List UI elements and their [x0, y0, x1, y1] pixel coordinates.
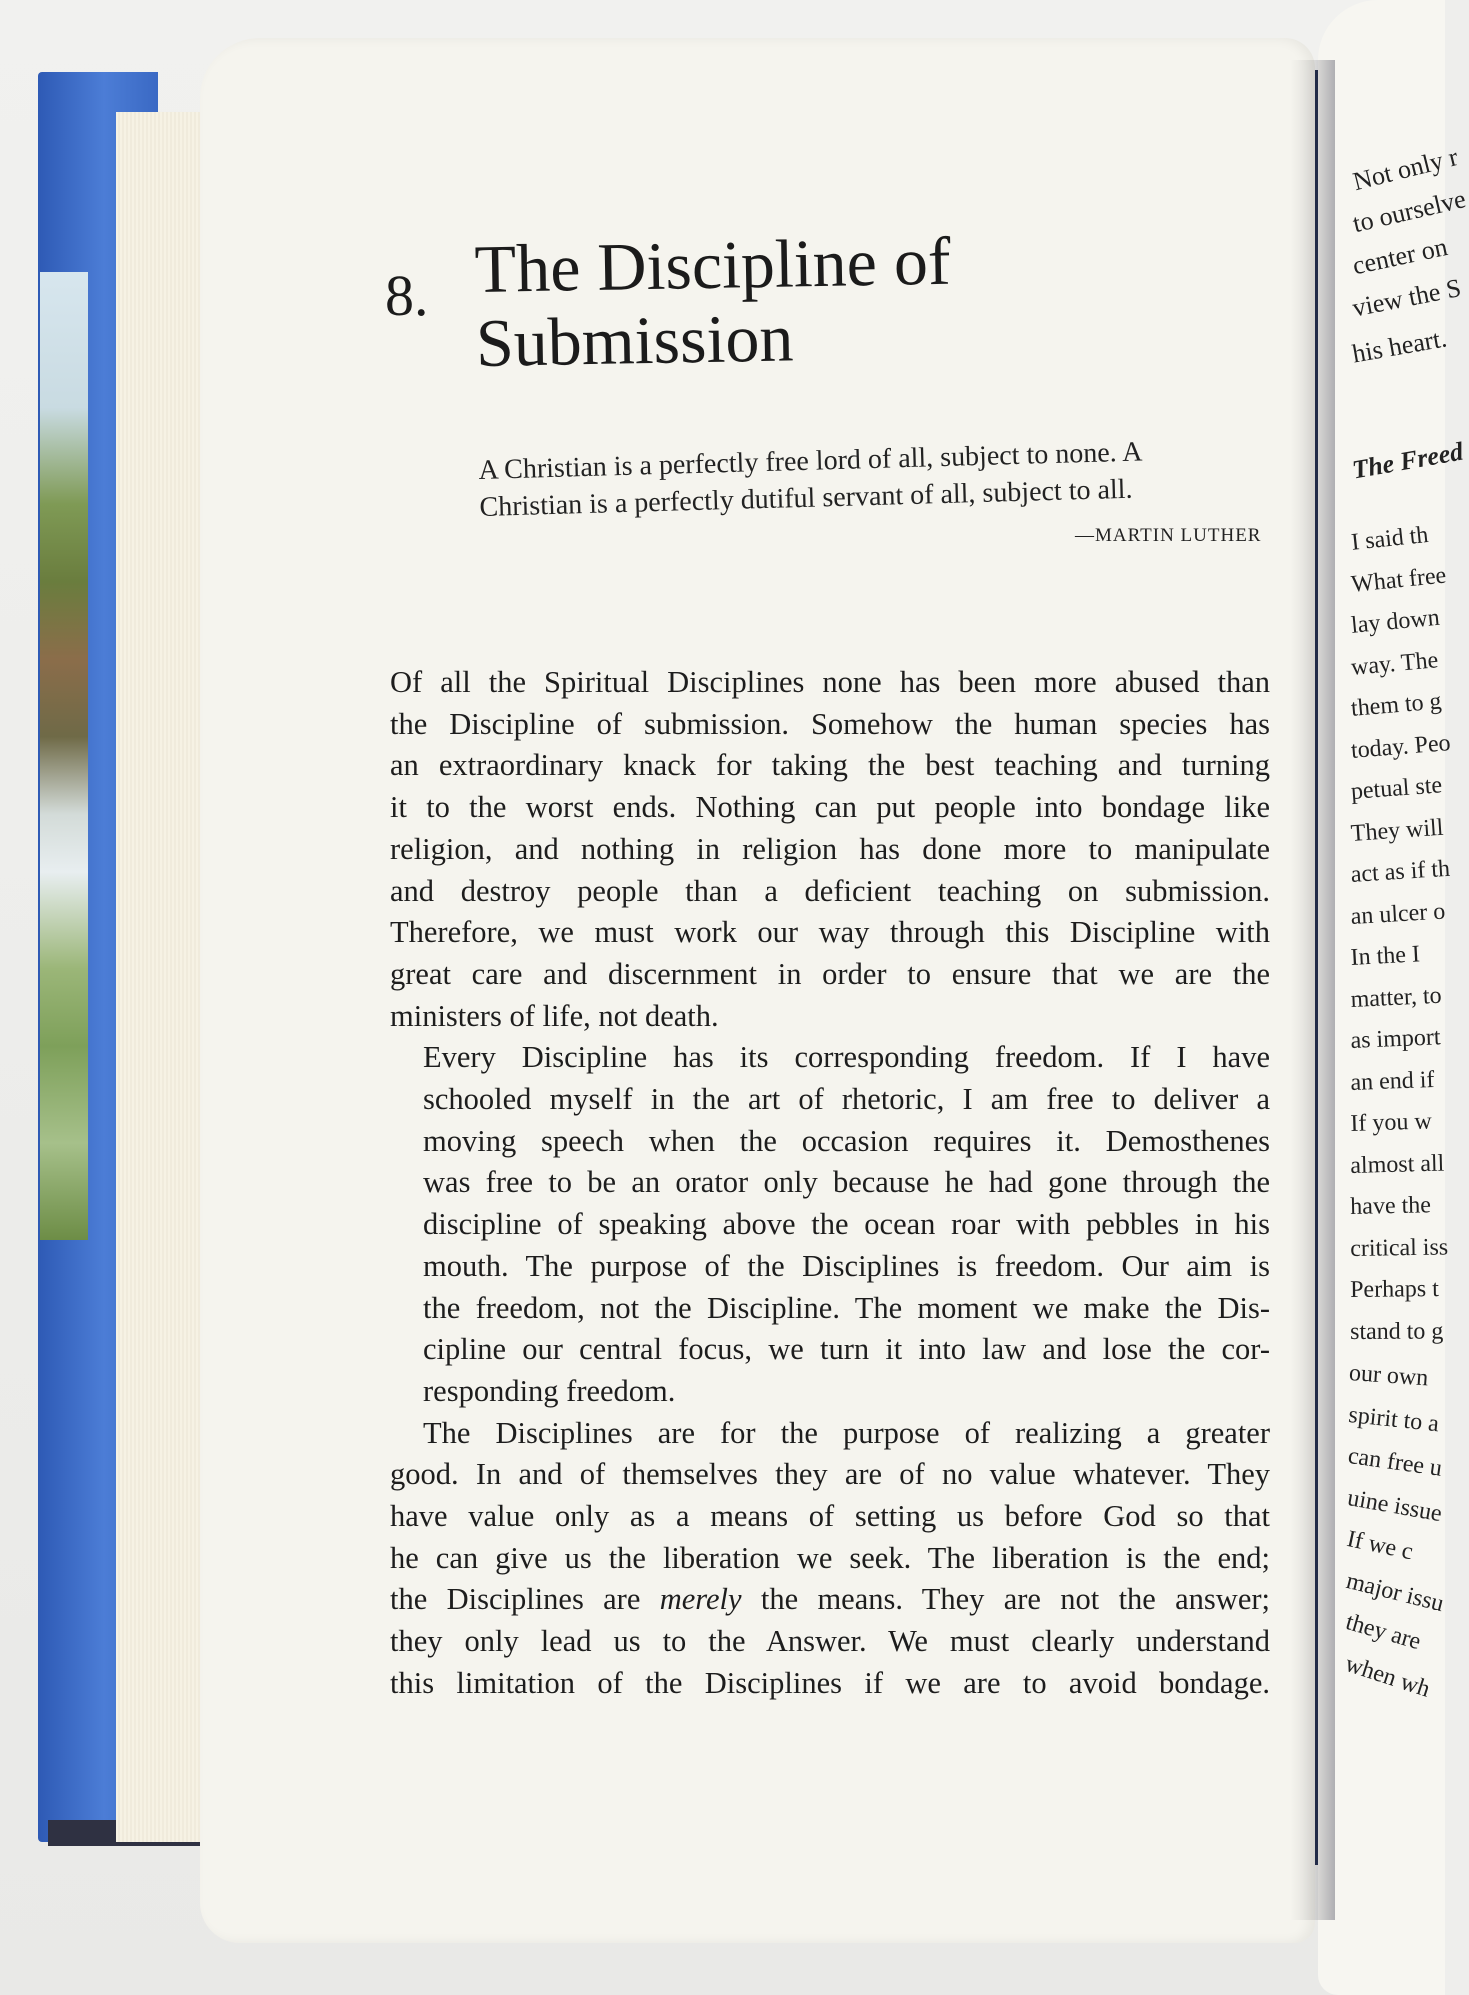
- right-page-line: an ulcer o: [1350, 898, 1446, 930]
- body-line: have value only as a means of setting us before God so that: [390, 1499, 1270, 1534]
- right-page-line: matter, to: [1350, 982, 1443, 1013]
- epigraph-line-1: A Christian is a perfectly free lord of all, subject to none. A: [478, 436, 1143, 486]
- body-line: this limitation of the Disciplines if we are to avoid bondage.: [390, 1665, 1270, 1700]
- body-line: The Disciplines are for the purpose of realizing a greater: [423, 1415, 1270, 1450]
- right-page-line: In the I: [1350, 941, 1421, 971]
- right-page-line: as import: [1350, 1024, 1442, 1054]
- body-line: they only lead us to the Answer. We must clearly understand: [390, 1624, 1270, 1659]
- body-line: the Discipline of submission. Somehow the human species has: [390, 706, 1270, 741]
- paragraph-3: [390, 1413, 1270, 1705]
- right-page-line: act as if th: [1350, 855, 1451, 888]
- body-line: responding freedom.: [423, 1373, 676, 1408]
- right-page-line: critical iss: [1350, 1233, 1449, 1262]
- right-page-line: What free: [1350, 562, 1448, 598]
- right-page-heading: The Freed: [1350, 436, 1466, 485]
- emphasis-merely: merely: [659, 1582, 742, 1617]
- body-line: religion, and nothing in religion has done more to manipulate: [390, 831, 1270, 866]
- epigraph-attribution: —MARTIN LUTHER: [1075, 525, 1262, 546]
- body-text-run: the means. They are not the answer;: [741, 1582, 1270, 1617]
- chapter-title: [474, 220, 1176, 380]
- body-line: ministers of life, not death.: [390, 998, 719, 1033]
- right-page-line: can free u: [1346, 1443, 1444, 1482]
- body-line: Therefore, we must work our way through this Discipline with: [390, 915, 1270, 950]
- chapter-title-line-2: Submission: [475, 299, 794, 381]
- right-page-line: when wh: [1341, 1650, 1434, 1703]
- chapter-body: [390, 662, 1270, 1705]
- body-line: it to the worst ends. Nothing can put people into bondage like: [390, 790, 1270, 825]
- right-page-line: uine issue: [1345, 1484, 1444, 1527]
- body-line: Of all the Spiritual Disciplines none has been more abused than: [390, 665, 1270, 699]
- body-line: discipline of speaking above the ocean roar with pebbles in his: [423, 1207, 1270, 1242]
- body-line: was free to be an orator only because he had gone through the: [423, 1165, 1270, 1200]
- right-page-line: his heart.: [1350, 323, 1449, 369]
- right-page-line: Not only r: [1350, 142, 1461, 197]
- body-text-run: the Disciplines are: [390, 1582, 660, 1617]
- body-line: schooled myself in the art of rhetoric, I am free to deliver a: [423, 1082, 1270, 1117]
- cover-illustration: [40, 272, 88, 1240]
- right-page-line: view the S: [1350, 273, 1464, 323]
- body-line: and destroy people than a deficient teaching on submission.: [390, 873, 1270, 908]
- right-page-line: If you w: [1350, 1108, 1433, 1137]
- body-line: great care and discernment in order to ensure that we are the: [390, 956, 1270, 991]
- paragraph-1: [390, 662, 1270, 1037]
- body-line: an extraordinary knack for taking the best teaching and turning: [390, 748, 1270, 783]
- right-page-line: center on: [1350, 232, 1450, 281]
- right-page-line: have the: [1350, 1192, 1432, 1220]
- right-page-line: I said th: [1350, 521, 1430, 556]
- body-line: [390, 1579, 1270, 1621]
- body-line: moving speech when the occasion requires it. Demosthenes: [423, 1123, 1270, 1158]
- chapter-title-line-1: The Discipline of: [473, 222, 952, 307]
- right-page-line: an end if: [1350, 1066, 1435, 1096]
- right-page-line: them to g: [1350, 688, 1443, 722]
- body-line: cipline our central focus, we turn it into law and lose the cor-: [423, 1332, 1270, 1367]
- body-line: Every Discipline has its corresponding freedom. If I have: [423, 1040, 1270, 1075]
- chapter-number: 8.: [385, 263, 429, 328]
- right-page-line: they are: [1342, 1609, 1424, 1656]
- right-page-line: spirit to a: [1347, 1401, 1441, 1437]
- right-page-line: lay down: [1350, 604, 1441, 639]
- epigraph-line-2: Christian is a perfectly dutiful servant of all, subject to all.: [479, 473, 1133, 523]
- right-page-line: major issu: [1343, 1567, 1447, 1617]
- body-line: he can give us the liberation we seek. The liberation is the end;: [390, 1540, 1270, 1575]
- right-page-line: Perhaps t: [1350, 1276, 1439, 1303]
- body-line: the freedom, not the Discipline. The moment we make the Dis-: [423, 1290, 1270, 1325]
- right-page-line: to ourselve: [1350, 184, 1469, 239]
- right-page-line: way. The: [1350, 646, 1440, 681]
- body-line: good. In and of themselves they are of no value whatever. They: [390, 1457, 1270, 1492]
- right-page-line: stand to g: [1350, 1318, 1444, 1345]
- right-page-line: almost all: [1350, 1150, 1445, 1179]
- right-page-line: our own: [1348, 1360, 1430, 1392]
- right-page-line: petual ste: [1350, 772, 1443, 805]
- paragraph-2: [390, 1037, 1270, 1412]
- right-page-line: today. Peo: [1350, 729, 1452, 764]
- body-line: mouth. The purpose of the Disciplines is freedom. Our aim is: [423, 1248, 1270, 1283]
- right-page-line: They will: [1350, 814, 1445, 847]
- gutter-shadow: [1290, 60, 1335, 1920]
- right-page-line: If we c: [1344, 1526, 1416, 1566]
